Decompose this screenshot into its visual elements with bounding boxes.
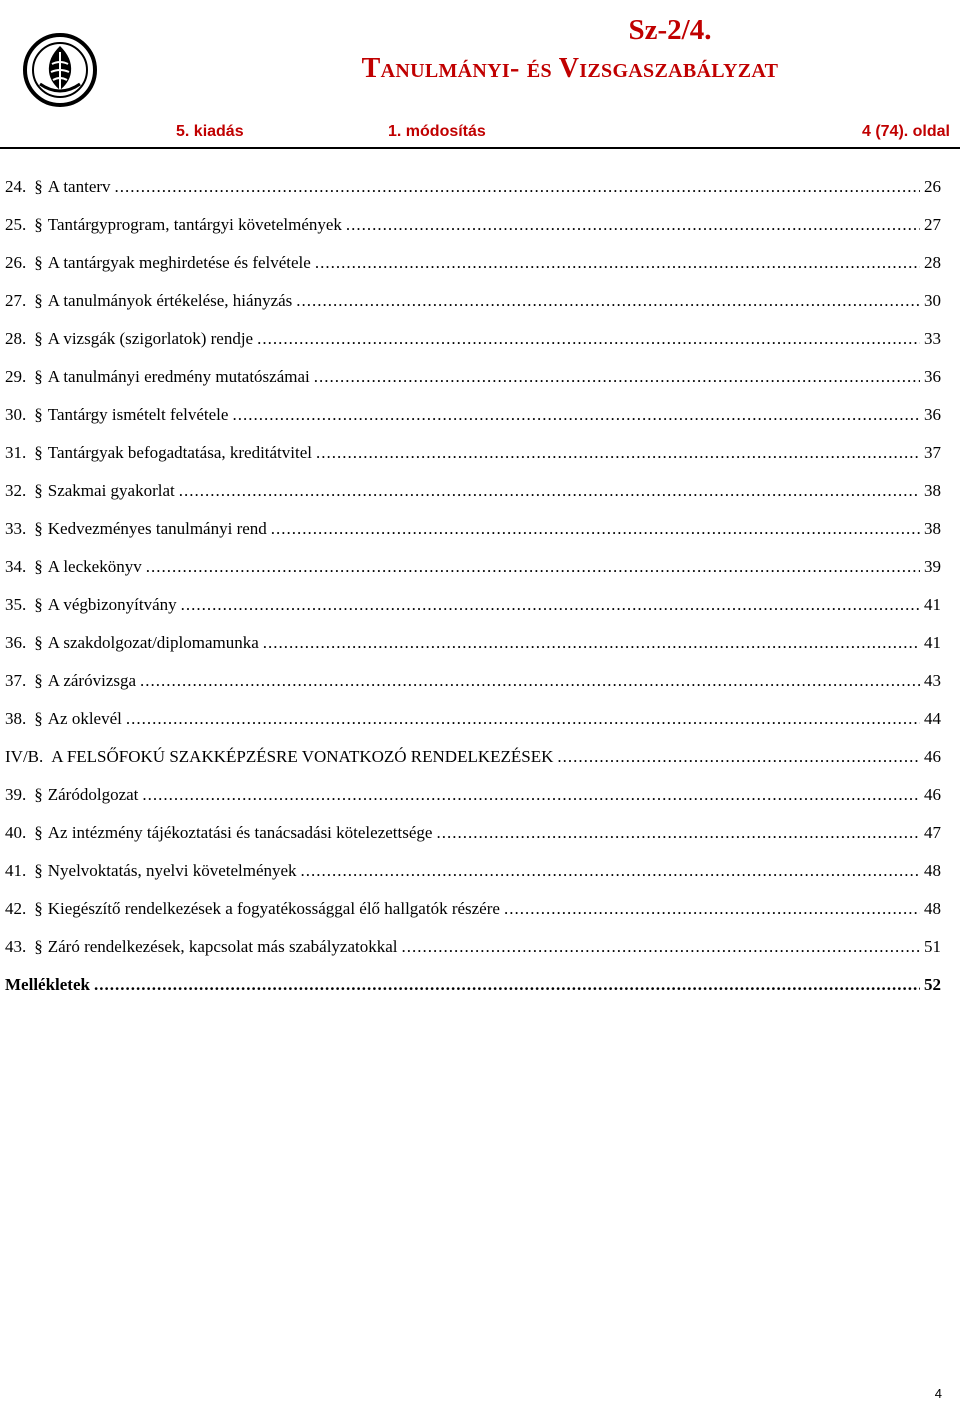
section-symbol: § xyxy=(34,671,43,690)
toc-entry-label: Nyelvoktatás, nyelvi követelmények xyxy=(47,861,297,880)
toc-entry-page: 30 xyxy=(924,291,941,310)
toc-entry[interactable] xyxy=(5,398,941,436)
toc-dot-leader xyxy=(140,664,920,698)
toc-dot-leader xyxy=(142,778,920,812)
toc-dot-leader xyxy=(296,284,920,318)
modification-label: 1. módosítás xyxy=(388,123,486,140)
toc-entry[interactable] xyxy=(5,664,941,702)
toc-entry-page: 41 xyxy=(924,595,941,614)
page-number: 4 xyxy=(934,1386,942,1401)
section-symbol: § xyxy=(34,177,43,196)
toc-entry-number: 30. xyxy=(5,405,27,424)
section-symbol: § xyxy=(34,215,43,234)
toc-entry-label: A tantárgyak meghirdetése és felvétele xyxy=(47,253,311,272)
toc-entry[interactable] xyxy=(5,512,941,550)
toc-entry-page: 27 xyxy=(924,215,941,234)
toc-entry-page: 46 xyxy=(924,785,941,804)
toc-entry-page: 37 xyxy=(924,443,941,462)
toc-entry-number: 26. xyxy=(5,253,27,272)
toc-entry-page: 36 xyxy=(924,405,941,424)
toc-entry-number: 41. xyxy=(5,861,27,880)
toc-entry[interactable] xyxy=(5,778,941,816)
toc-entry-number: 27. xyxy=(5,291,27,310)
toc-entry-page: 46 xyxy=(924,747,941,766)
toc-entry-number: 24. xyxy=(5,177,27,196)
section-symbol: § xyxy=(34,709,43,728)
toc-entry-label: Záródolgozat xyxy=(47,785,139,804)
toc-dot-leader xyxy=(315,246,920,280)
toc-dot-leader xyxy=(179,474,920,508)
toc-dot-leader xyxy=(402,930,920,964)
document-code: Sz-2/4. xyxy=(628,14,712,46)
toc-dot-leader xyxy=(436,816,920,850)
toc-entry-page: 41 xyxy=(924,633,941,652)
section-symbol: § xyxy=(34,557,43,576)
section-symbol: § xyxy=(34,785,43,804)
toc-dot-leader xyxy=(257,322,920,356)
toc-entry-label: Az oklevél xyxy=(47,709,122,728)
section-symbol: § xyxy=(34,899,43,918)
toc-dot-leader xyxy=(146,550,920,584)
edition-label: 5. kiadás xyxy=(176,123,244,140)
toc-entry[interactable] xyxy=(5,588,941,626)
toc-entry-number: 29. xyxy=(5,367,27,386)
toc-dot-leader xyxy=(504,892,920,926)
toc-dot-leader xyxy=(115,170,920,204)
toc-entry-label: Az intézmény tájékoztatási és tanácsadási kötelezettsége xyxy=(47,823,433,842)
toc-entry[interactable] xyxy=(5,892,941,930)
toc-entry-label: A szakdolgozat/diplomamunka xyxy=(47,633,259,652)
toc-dot-leader xyxy=(232,398,920,432)
toc-dot-leader xyxy=(94,968,920,1002)
header-divider xyxy=(0,147,960,149)
toc-entry-label: A tanulmányi eredmény mutatószámai xyxy=(47,367,310,386)
toc-entry-page: 36 xyxy=(924,367,941,386)
toc-entry-page: 28 xyxy=(924,253,941,272)
toc-entry[interactable] xyxy=(5,740,941,778)
toc-entry-label: A tanterv xyxy=(47,177,111,196)
section-symbol: § xyxy=(34,253,43,272)
toc-entry-label: Tantárgyak befogadtatása, kreditátvitel xyxy=(47,443,312,462)
section-symbol: § xyxy=(34,367,43,386)
toc-entry-page: 39 xyxy=(924,557,941,576)
toc-entry-page: 47 xyxy=(924,823,941,842)
toc-entry-number: 40. xyxy=(5,823,27,842)
toc-entry[interactable] xyxy=(5,246,941,284)
toc-entry-page: 33 xyxy=(924,329,941,348)
toc-entry-label: A végbizonyítvány xyxy=(47,595,177,614)
toc-entry-page: 38 xyxy=(924,519,941,538)
toc-entry[interactable] xyxy=(5,702,941,740)
toc-entry-label: Tantárgy ismételt felvétele xyxy=(47,405,229,424)
toc-entry-number: 43. xyxy=(5,937,27,956)
toc-entry[interactable] xyxy=(5,550,941,588)
toc-entry-label: A záróvizsga xyxy=(47,671,137,690)
toc-entry-page: 43 xyxy=(924,671,941,690)
toc-entry[interactable] xyxy=(5,208,941,246)
toc-entry[interactable] xyxy=(5,284,941,322)
section-symbol: § xyxy=(34,443,43,462)
toc-entry-number: 25. xyxy=(5,215,27,234)
toc-entry-page: 48 xyxy=(924,861,941,880)
toc-entry-number: 34. xyxy=(5,557,27,576)
toc-dot-leader xyxy=(346,208,920,242)
section-symbol: § xyxy=(34,329,43,348)
document-header xyxy=(0,0,960,150)
toc-entry[interactable] xyxy=(5,322,941,360)
toc-entry-label: Kiegészítő rendelkezések a fogyatékossággal élő hallgatók részére xyxy=(47,899,500,918)
toc-entry-label: Szakmai gyakorlat xyxy=(47,481,175,500)
toc-entry-number: 32. xyxy=(5,481,27,500)
document-title: Tanulmányi- és Vizsgaszabályzat xyxy=(361,53,779,84)
toc-entry[interactable] xyxy=(5,930,941,968)
toc-entry-number: 33. xyxy=(5,519,27,538)
toc-entry[interactable] xyxy=(5,816,941,854)
section-symbol: § xyxy=(34,595,43,614)
toc-entry-page: 52 xyxy=(924,975,941,994)
toc-entry[interactable] xyxy=(5,968,941,1006)
toc-dot-leader xyxy=(263,626,920,660)
toc-entry-number: 28. xyxy=(5,329,27,348)
section-symbol: § xyxy=(34,405,43,424)
toc-dot-leader xyxy=(301,854,920,888)
section-symbol: § xyxy=(34,291,43,310)
toc-entry[interactable] xyxy=(5,854,941,892)
toc-entry[interactable] xyxy=(5,170,941,208)
section-symbol: § xyxy=(34,633,43,652)
toc-entry[interactable] xyxy=(5,436,941,474)
toc-entry-label: A vizsgák (szigorlatok) rendje xyxy=(47,329,254,348)
section-symbol: § xyxy=(34,823,43,842)
toc-entry-page: 38 xyxy=(924,481,941,500)
university-seal-icon xyxy=(22,32,98,108)
toc-entry-label: Kedvezményes tanulmányi rend xyxy=(47,519,267,538)
toc-entry-number: IV/B. xyxy=(5,747,44,766)
toc-entry-page: 48 xyxy=(924,899,941,918)
toc-entry-label: A FELSŐFOKÚ SZAKKÉPZÉSRE VONATKOZÓ RENDELKEZÉSEK xyxy=(51,747,554,766)
toc-dot-leader xyxy=(126,702,920,736)
toc-entry-label: Záró rendelkezések, kapcsolat más szabályzatokkal xyxy=(47,937,398,956)
toc-entry-page: 26 xyxy=(924,177,941,196)
section-symbol: § xyxy=(34,481,43,500)
section-symbol: § xyxy=(34,937,43,956)
toc-entry-number: 42. xyxy=(5,899,27,918)
toc-dot-leader xyxy=(314,360,920,394)
toc-dot-leader xyxy=(181,588,920,622)
section-symbol: § xyxy=(34,519,43,538)
toc-entry-number: 35. xyxy=(5,595,27,614)
toc-entry[interactable] xyxy=(5,626,941,664)
toc-entry-label: Mellékletek xyxy=(5,975,90,994)
toc-dot-leader xyxy=(271,512,920,546)
toc-entry-number: 39. xyxy=(5,785,27,804)
toc-entry-label: A leckekönyv xyxy=(47,557,142,576)
toc-entry-page: 51 xyxy=(924,937,941,956)
page-info-label: 4 (74). oldal xyxy=(861,123,950,140)
toc-entry-number: 38. xyxy=(5,709,27,728)
toc-entry-number: 31. xyxy=(5,443,27,462)
toc-entry-page: 44 xyxy=(924,709,941,728)
toc-dot-leader xyxy=(557,740,920,774)
toc-dot-leader xyxy=(316,436,920,470)
table-of-contents xyxy=(5,170,941,1006)
toc-entry[interactable] xyxy=(5,360,941,398)
toc-entry-number: 36. xyxy=(5,633,27,652)
toc-entry[interactable] xyxy=(5,474,941,512)
section-symbol: § xyxy=(34,861,43,880)
toc-entry-label: A tanulmányok értékelése, hiányzás xyxy=(47,291,293,310)
toc-entry-number: 37. xyxy=(5,671,27,690)
toc-entry-label: Tantárgyprogram, tantárgyi követelmények xyxy=(47,215,342,234)
